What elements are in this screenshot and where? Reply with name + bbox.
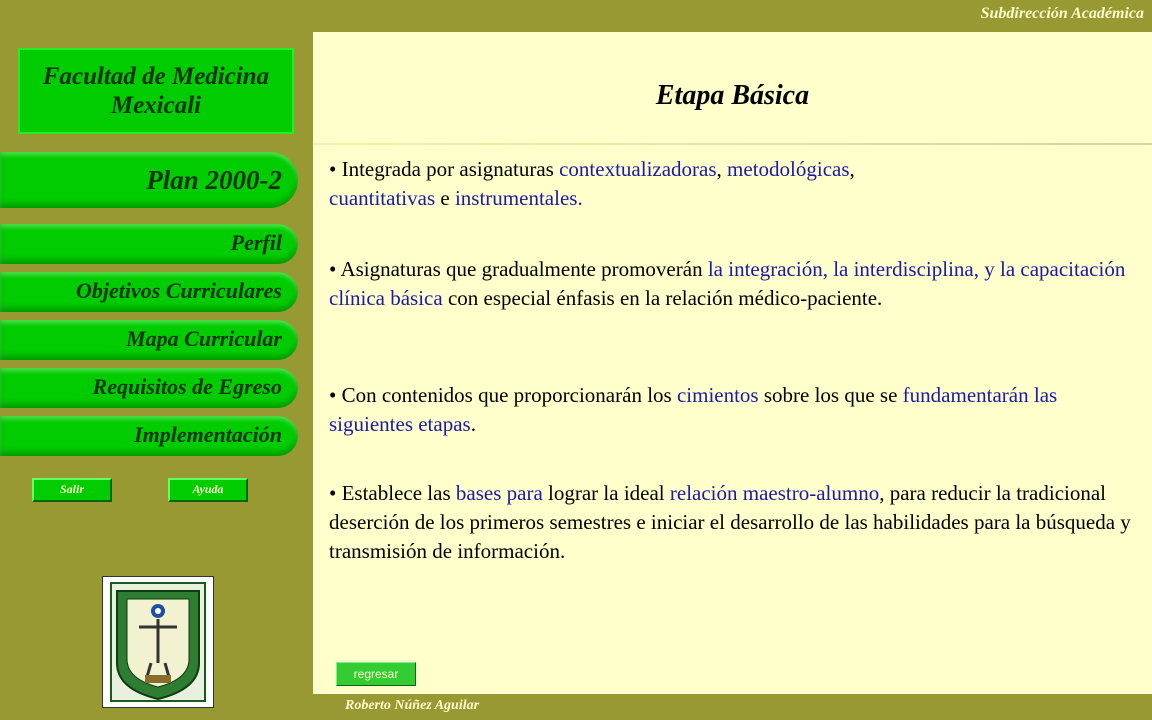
- faculty-name-line1: Facultad de Medicina: [42, 63, 270, 90]
- highlight-text: metodológicas: [727, 157, 850, 181]
- bullet-text: • Integrada por asignaturas: [329, 157, 560, 181]
- university-seal: [102, 576, 214, 708]
- highlight-text: fundamentarán las siguientes etapas: [329, 383, 1058, 436]
- faculty-name-line2: Mexicali: [110, 92, 202, 119]
- content-panel: [313, 32, 1152, 694]
- bullet-text: .: [470, 412, 476, 436]
- top-bar-left: [0, 0, 313, 32]
- highlight-text: bases para: [455, 481, 543, 505]
- bullet-text: con especial énfasis en la relación médico-paciente.: [442, 286, 883, 310]
- bullet-text: , para reducir la tradicional deserción de los primeros semestres e iniciar el desarrollo de las habilidades para la búsqueda y transmisión de información.: [329, 481, 1131, 563]
- bullet-item: [329, 255, 1144, 313]
- highlight-text: cimientos: [676, 383, 759, 407]
- university-seal-graphic: [103, 577, 213, 707]
- nav-mapa-curricular[interactable]: Mapa Curricular: [0, 320, 298, 360]
- nav-implementacion[interactable]: Implementación: [0, 416, 298, 456]
- regresar-button[interactable]: regresar: [336, 662, 416, 686]
- faculty-logo[interactable]: [18, 48, 294, 134]
- bullet-text: ,: [716, 157, 728, 181]
- header-title: Subdirección Académica: [980, 5, 1144, 22]
- salir-button[interactable]: Salir: [32, 478, 112, 502]
- divider: [313, 143, 1152, 145]
- highlight-text: contextualizadoras: [559, 157, 717, 181]
- bullet-text: e: [435, 186, 455, 210]
- nav-plan[interactable]: Plan 2000-2: [0, 152, 298, 208]
- bullet-text: • Asignaturas que gradualmente promoverán: [329, 257, 708, 281]
- ayuda-button[interactable]: Ayuda: [168, 478, 248, 502]
- bullet-item: [329, 155, 855, 213]
- bullet-text: lograr la ideal: [542, 481, 670, 505]
- top-bar: [313, 0, 1152, 32]
- highlight-text: instrumentales.: [454, 186, 583, 210]
- bullet-item: [329, 479, 1144, 566]
- highlight-text: relación maestro-alumno: [669, 481, 880, 505]
- page-title: Etapa Básica: [655, 80, 810, 111]
- highlight-text: la integración, la interdisciplina, y la capacitación clínica básica: [329, 257, 1126, 310]
- bullet-text: sobre los que se: [758, 383, 903, 407]
- nav-perfil[interactable]: Perfil: [0, 224, 298, 264]
- nav-objetivos-curriculares[interactable]: Objetivos Curriculares: [0, 272, 298, 312]
- bullet-text: • Establece las: [329, 481, 456, 505]
- footer-author: Roberto Núñez Aguilar: [345, 698, 480, 713]
- bullet-text: ,: [849, 157, 855, 181]
- bullet-item: [329, 381, 1144, 439]
- highlight-text: cuantitativas: [329, 186, 436, 210]
- nav-requisitos-de-egreso[interactable]: Requisitos de Egreso: [0, 368, 298, 408]
- bullet-text: • Con contenidos que proporcionarán los: [329, 383, 677, 407]
